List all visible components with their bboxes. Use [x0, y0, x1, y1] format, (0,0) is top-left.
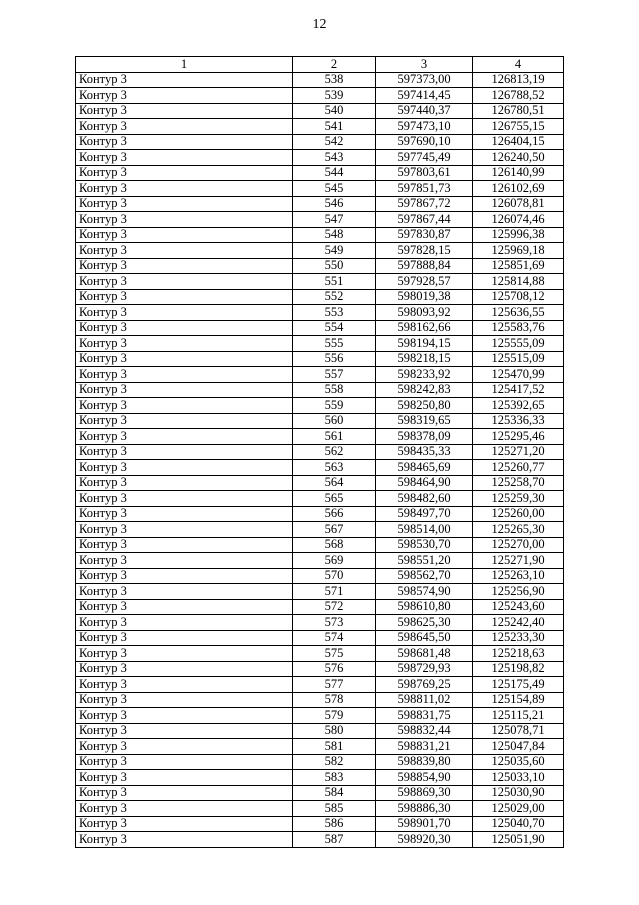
x-coordinate-cell: 598319,65: [376, 413, 473, 429]
y-coordinate-cell: 125035,60: [473, 754, 564, 770]
table-row: [76, 522, 564, 538]
x-coordinate-cell: 598831,21: [376, 739, 473, 755]
table-row: [76, 537, 564, 553]
point-number-cell: 558: [293, 382, 376, 398]
contour-name-cell: Контур 3: [76, 367, 293, 383]
table-row: [76, 134, 564, 150]
table-row: [76, 320, 564, 336]
x-coordinate-cell: 598920,30: [376, 832, 473, 848]
table-row: [76, 491, 564, 507]
x-coordinate-cell: 598435,33: [376, 444, 473, 460]
contour-name-cell: Контур 3: [76, 491, 293, 507]
x-coordinate-cell: 597473,10: [376, 119, 473, 135]
contour-name-cell: Контур 3: [76, 196, 293, 212]
x-coordinate-cell: 597830,87: [376, 227, 473, 243]
x-coordinate-cell: 598242,83: [376, 382, 473, 398]
point-number-cell: 567: [293, 522, 376, 538]
point-number-cell: 585: [293, 801, 376, 817]
table-row: [76, 460, 564, 476]
contour-name-cell: Контур 3: [76, 506, 293, 522]
point-number-cell: 580: [293, 723, 376, 739]
contour-name-cell: Контур 3: [76, 801, 293, 817]
x-coordinate-cell: 597690,10: [376, 134, 473, 150]
table-row: [76, 72, 564, 88]
contour-name-cell: Контур 3: [76, 816, 293, 832]
x-coordinate-cell: 597803,61: [376, 165, 473, 181]
table-row: [76, 568, 564, 584]
contour-name-cell: Контур 3: [76, 398, 293, 414]
y-coordinate-cell: 125265,30: [473, 522, 564, 538]
x-coordinate-cell: 598681,48: [376, 646, 473, 662]
x-coordinate-cell: 598769,25: [376, 677, 473, 693]
contour-name-cell: Контур 3: [76, 522, 293, 538]
y-coordinate-cell: 126078,81: [473, 196, 564, 212]
table-row: [76, 785, 564, 801]
contour-name-cell: Контур 3: [76, 413, 293, 429]
column-header-4: 4: [473, 57, 564, 73]
y-coordinate-cell: 125243,60: [473, 599, 564, 615]
table-row: [76, 553, 564, 569]
table-body: [76, 72, 564, 847]
point-number-cell: 551: [293, 274, 376, 290]
table-row: [76, 816, 564, 832]
x-coordinate-cell: 598093,92: [376, 305, 473, 321]
contour-name-cell: Контур 3: [76, 165, 293, 181]
table-row: [76, 398, 564, 414]
table-row: [76, 289, 564, 305]
contour-name-cell: Контур 3: [76, 444, 293, 460]
contour-name-cell: Контур 3: [76, 553, 293, 569]
point-number-cell: 566: [293, 506, 376, 522]
x-coordinate-cell: 597867,44: [376, 212, 473, 228]
point-number-cell: 584: [293, 785, 376, 801]
point-number-cell: 587: [293, 832, 376, 848]
y-coordinate-cell: 126140,99: [473, 165, 564, 181]
y-coordinate-cell: 125295,46: [473, 429, 564, 445]
x-coordinate-cell: 598530,70: [376, 537, 473, 553]
x-coordinate-cell: 597440,37: [376, 103, 473, 119]
point-number-cell: 542: [293, 134, 376, 150]
table-row: [76, 181, 564, 197]
point-number-cell: 571: [293, 584, 376, 600]
contour-name-cell: Контур 3: [76, 708, 293, 724]
point-number-cell: 546: [293, 196, 376, 212]
contour-name-cell: Контур 3: [76, 258, 293, 274]
table-row: [76, 429, 564, 445]
x-coordinate-cell: 598378,09: [376, 429, 473, 445]
contour-name-cell: Контур 3: [76, 723, 293, 739]
y-coordinate-cell: 125271,90: [473, 553, 564, 569]
table-row: [76, 196, 564, 212]
y-coordinate-cell: 126755,15: [473, 119, 564, 135]
x-coordinate-cell: 597414,45: [376, 88, 473, 104]
table-row: [76, 599, 564, 615]
column-header-3: 3: [376, 57, 473, 73]
page-number: 12: [312, 17, 327, 32]
y-coordinate-cell: 125555,09: [473, 336, 564, 352]
contour-name-cell: Контур 3: [76, 119, 293, 135]
table-row: [76, 165, 564, 181]
table-row: [76, 630, 564, 646]
x-coordinate-cell: 598831,75: [376, 708, 473, 724]
x-coordinate-cell: 598497,70: [376, 506, 473, 522]
y-coordinate-cell: 125515,09: [473, 351, 564, 367]
x-coordinate-cell: 598194,15: [376, 336, 473, 352]
y-coordinate-cell: 126780,51: [473, 103, 564, 119]
y-coordinate-cell: 125259,30: [473, 491, 564, 507]
contour-name-cell: Контур 3: [76, 320, 293, 336]
point-number-cell: 545: [293, 181, 376, 197]
contour-name-cell: Контур 3: [76, 150, 293, 166]
x-coordinate-cell: 597373,00: [376, 72, 473, 88]
x-coordinate-cell: 597867,72: [376, 196, 473, 212]
table-row: [76, 692, 564, 708]
point-number-cell: 557: [293, 367, 376, 383]
point-number-cell: 573: [293, 615, 376, 631]
x-coordinate-cell: 598465,69: [376, 460, 473, 476]
column-header-2: 2: [293, 57, 376, 73]
y-coordinate-cell: 125708,12: [473, 289, 564, 305]
y-coordinate-cell: 125470,99: [473, 367, 564, 383]
y-coordinate-cell: 125417,52: [473, 382, 564, 398]
table-row: [76, 367, 564, 383]
point-number-cell: 560: [293, 413, 376, 429]
table-row: [76, 336, 564, 352]
table-row: [76, 475, 564, 491]
table-header-row: [76, 57, 564, 73]
x-coordinate-cell: 598839,80: [376, 754, 473, 770]
point-number-cell: 559: [293, 398, 376, 414]
x-coordinate-cell: 598869,30: [376, 785, 473, 801]
y-coordinate-cell: 125392,65: [473, 398, 564, 414]
table-row: [76, 615, 564, 631]
contour-name-cell: Контур 3: [76, 646, 293, 662]
y-coordinate-cell: 125051,90: [473, 832, 564, 848]
y-coordinate-cell: 125078,71: [473, 723, 564, 739]
contour-name-cell: Контур 3: [76, 475, 293, 491]
point-number-cell: 562: [293, 444, 376, 460]
y-coordinate-cell: 125814,88: [473, 274, 564, 290]
table-row: [76, 227, 564, 243]
table-row: [76, 723, 564, 739]
point-number-cell: 575: [293, 646, 376, 662]
y-coordinate-cell: 126788,52: [473, 88, 564, 104]
contour-name-cell: Контур 3: [76, 274, 293, 290]
point-number-cell: 572: [293, 599, 376, 615]
x-coordinate-cell: 598562,70: [376, 568, 473, 584]
table-row: [76, 584, 564, 600]
contour-name-cell: Контур 3: [76, 677, 293, 693]
table-row: [76, 119, 564, 135]
point-number-cell: 541: [293, 119, 376, 135]
point-number-cell: 586: [293, 816, 376, 832]
y-coordinate-cell: 125033,10: [473, 770, 564, 786]
table-row: [76, 739, 564, 755]
contour-name-cell: Контур 3: [76, 692, 293, 708]
contour-name-cell: Контур 3: [76, 429, 293, 445]
y-coordinate-cell: 125336,33: [473, 413, 564, 429]
contour-name-cell: Контур 3: [76, 103, 293, 119]
contour-name-cell: Контур 3: [76, 305, 293, 321]
point-number-cell: 548: [293, 227, 376, 243]
x-coordinate-cell: 598625,30: [376, 615, 473, 631]
point-number-cell: 583: [293, 770, 376, 786]
y-coordinate-cell: 125636,55: [473, 305, 564, 321]
y-coordinate-cell: 125969,18: [473, 243, 564, 259]
point-number-cell: 565: [293, 491, 376, 507]
point-number-cell: 578: [293, 692, 376, 708]
table-row: [76, 506, 564, 522]
contour-name-cell: Контур 3: [76, 72, 293, 88]
x-coordinate-cell: 597828,15: [376, 243, 473, 259]
table-row: [76, 444, 564, 460]
x-coordinate-cell: 598019,38: [376, 289, 473, 305]
x-coordinate-cell: 598854,90: [376, 770, 473, 786]
table-row: [76, 212, 564, 228]
y-coordinate-cell: 125154,89: [473, 692, 564, 708]
x-coordinate-cell: 598574,90: [376, 584, 473, 600]
x-coordinate-cell: 598218,15: [376, 351, 473, 367]
point-number-cell: 581: [293, 739, 376, 755]
point-number-cell: 576: [293, 661, 376, 677]
point-number-cell: 574: [293, 630, 376, 646]
y-coordinate-cell: 125583,76: [473, 320, 564, 336]
y-coordinate-cell: 125258,70: [473, 475, 564, 491]
x-coordinate-cell: 598551,20: [376, 553, 473, 569]
table-row: [76, 88, 564, 104]
column-header-1: 1: [76, 57, 293, 73]
y-coordinate-cell: 125851,69: [473, 258, 564, 274]
contour-name-cell: Контур 3: [76, 739, 293, 755]
contour-name-cell: Контур 3: [76, 212, 293, 228]
table-row: [76, 801, 564, 817]
x-coordinate-cell: 598464,90: [376, 475, 473, 491]
point-number-cell: 556: [293, 351, 376, 367]
contour-name-cell: Контур 3: [76, 134, 293, 150]
y-coordinate-cell: 125271,20: [473, 444, 564, 460]
table-row: [76, 382, 564, 398]
contour-name-cell: Контур 3: [76, 661, 293, 677]
contour-name-cell: Контур 3: [76, 832, 293, 848]
point-number-cell: 554: [293, 320, 376, 336]
table-row: [76, 708, 564, 724]
y-coordinate-cell: 125047,84: [473, 739, 564, 755]
table-row: [76, 103, 564, 119]
x-coordinate-cell: 598886,30: [376, 801, 473, 817]
x-coordinate-cell: 598645,50: [376, 630, 473, 646]
contour-name-cell: Контур 3: [76, 754, 293, 770]
contour-name-cell: Контур 3: [76, 88, 293, 104]
x-coordinate-cell: 597928,57: [376, 274, 473, 290]
table-row: [76, 150, 564, 166]
x-coordinate-cell: 598729,93: [376, 661, 473, 677]
x-coordinate-cell: 598514,00: [376, 522, 473, 538]
x-coordinate-cell: 598811,02: [376, 692, 473, 708]
y-coordinate-cell: 125996,38: [473, 227, 564, 243]
x-coordinate-cell: 598162,66: [376, 320, 473, 336]
contour-name-cell: Контур 3: [76, 351, 293, 367]
y-coordinate-cell: 126074,46: [473, 212, 564, 228]
contour-name-cell: Контур 3: [76, 336, 293, 352]
y-coordinate-cell: 125198,82: [473, 661, 564, 677]
point-number-cell: 579: [293, 708, 376, 724]
x-coordinate-cell: 597851,73: [376, 181, 473, 197]
table-row: [76, 754, 564, 770]
contour-name-cell: Контур 3: [76, 568, 293, 584]
y-coordinate-cell: 125029,00: [473, 801, 564, 817]
point-number-cell: 568: [293, 537, 376, 553]
y-coordinate-cell: 125233,30: [473, 630, 564, 646]
point-number-cell: 544: [293, 165, 376, 181]
point-number-cell: 538: [293, 72, 376, 88]
contour-name-cell: Контур 3: [76, 599, 293, 615]
table-row: [76, 274, 564, 290]
x-coordinate-cell: 598610,80: [376, 599, 473, 615]
y-coordinate-cell: 125256,90: [473, 584, 564, 600]
y-coordinate-cell: 126102,69: [473, 181, 564, 197]
point-number-cell: 564: [293, 475, 376, 491]
y-coordinate-cell: 125115,21: [473, 708, 564, 724]
point-number-cell: 569: [293, 553, 376, 569]
contour-name-cell: Контур 3: [76, 785, 293, 801]
contour-name-cell: Контур 3: [76, 460, 293, 476]
point-number-cell: 582: [293, 754, 376, 770]
x-coordinate-cell: 598832,44: [376, 723, 473, 739]
y-coordinate-cell: 125242,40: [473, 615, 564, 631]
x-coordinate-cell: 598233,92: [376, 367, 473, 383]
point-number-cell: 550: [293, 258, 376, 274]
y-coordinate-cell: 126813,19: [473, 72, 564, 88]
x-coordinate-cell: 598250,80: [376, 398, 473, 414]
contour-name-cell: Контур 3: [76, 227, 293, 243]
point-number-cell: 577: [293, 677, 376, 693]
point-number-cell: 561: [293, 429, 376, 445]
contour-name-cell: Контур 3: [76, 243, 293, 259]
point-number-cell: 570: [293, 568, 376, 584]
y-coordinate-cell: 125040,70: [473, 816, 564, 832]
table-row: [76, 351, 564, 367]
y-coordinate-cell: 125260,00: [473, 506, 564, 522]
point-number-cell: 549: [293, 243, 376, 259]
point-number-cell: 540: [293, 103, 376, 119]
point-number-cell: 543: [293, 150, 376, 166]
table-row: [76, 646, 564, 662]
contour-name-cell: Контур 3: [76, 584, 293, 600]
table-row: [76, 258, 564, 274]
point-number-cell: 539: [293, 88, 376, 104]
point-number-cell: 553: [293, 305, 376, 321]
y-coordinate-cell: 125175,49: [473, 677, 564, 693]
y-coordinate-cell: 126404,15: [473, 134, 564, 150]
contour-name-cell: Контур 3: [76, 382, 293, 398]
table-row: [76, 677, 564, 693]
point-number-cell: 547: [293, 212, 376, 228]
y-coordinate-cell: 125260,77: [473, 460, 564, 476]
contour-name-cell: Контур 3: [76, 630, 293, 646]
contour-name-cell: Контур 3: [76, 181, 293, 197]
table-row: [76, 413, 564, 429]
table-row: [76, 832, 564, 848]
contour-name-cell: Контур 3: [76, 770, 293, 786]
contour-name-cell: Контур 3: [76, 289, 293, 305]
x-coordinate-cell: 598901,70: [376, 816, 473, 832]
y-coordinate-cell: 125218,63: [473, 646, 564, 662]
x-coordinate-cell: 597888,84: [376, 258, 473, 274]
contour-name-cell: Контур 3: [76, 615, 293, 631]
y-coordinate-cell: 125030,90: [473, 785, 564, 801]
table-row: [76, 305, 564, 321]
coordinates-table: [75, 56, 564, 848]
table-row: [76, 243, 564, 259]
contour-name-cell: Контур 3: [76, 537, 293, 553]
x-coordinate-cell: 598482,60: [376, 491, 473, 507]
point-number-cell: 563: [293, 460, 376, 476]
table-row: [76, 770, 564, 786]
y-coordinate-cell: 125263,10: [473, 568, 564, 584]
y-coordinate-cell: 125270,00: [473, 537, 564, 553]
point-number-cell: 552: [293, 289, 376, 305]
y-coordinate-cell: 126240,50: [473, 150, 564, 166]
point-number-cell: 555: [293, 336, 376, 352]
table-row: [76, 661, 564, 677]
x-coordinate-cell: 597745,49: [376, 150, 473, 166]
